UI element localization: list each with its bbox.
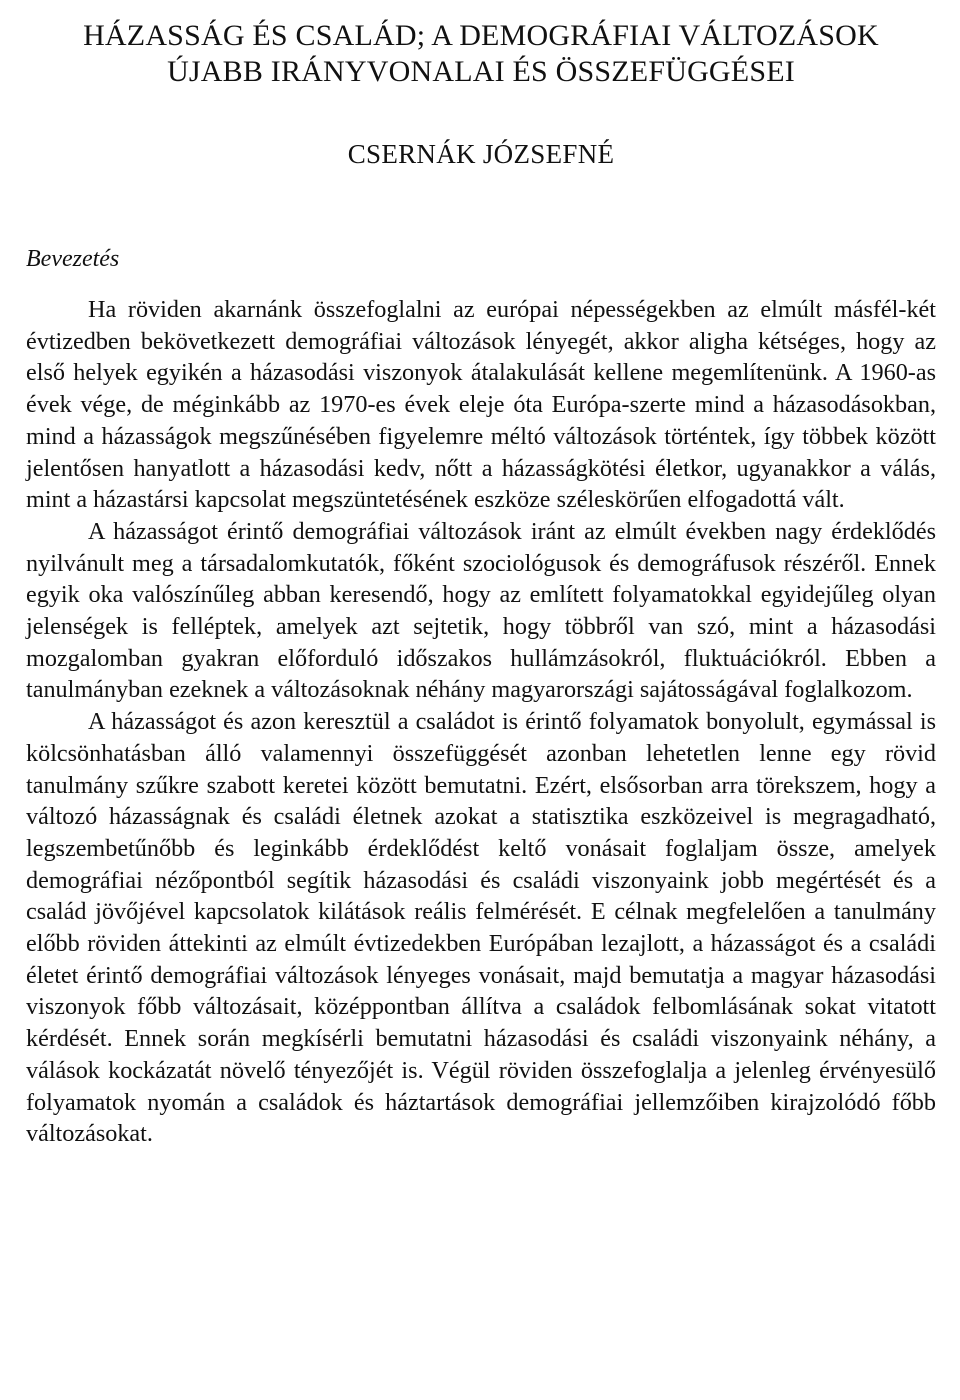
paragraph-2: A házasságot érintő demográfiai változások iránt az elmúlt években nagy érdeklődés nyilvánult meg a társadalomkutatók, főként szociológusok és demográfusok részéről. Ennek egyik oka valószínűleg abban keresendő, hogy az említett folyamatokkal egyidejűleg olyan jelenségek is felléptek, amelyek azt sejtetik, hogy többről van szó, mint a házasodási mozgalomban gyakran előforduló időszakos hullámzásokról, fluktuációkról. Ebben a tanulmányban ezeknek a változásoknak néhány magyarországi sajátosságával foglalkozom. — [26, 517, 936, 704]
paragraph-3: A házasságot és azon keresztül a családot is érintő folyamatok bonyolult, egymással is kölcsönhatásban álló valamennyi összefüggését azonban lehetetlen lenne egy rövid tanulmány szűkre szabott keretei között bemutatni. Ezért, elsősorban arra törekszem, hogy a változó házasságnak és családi életnek azokat a statisztika eszközeivel is megragadható, legszembetűnőbb és leginkább érdeklődést keltő vonásait foglaljam össze, amelyek demográfiai nézőpontból segítik házasodási és családi viszonyaink jobb megértését és a család jövőjével kapcsolatok kilátások reális felmérését. E célnak megfelelően a tanulmány előbb röviden áttekinti az elmúlt évtizedekben Európában lezajlott, a házasságot és a családi életet érintő demográfiai változások lényeges vonásait, majd bemutatja a magyar házasodási viszonyok főbb változásait, középpontban állítva a családok felbomlásának sokat vitatott kérdését. Ennek során megkísérli bemutatni házasodási és családi viszonyaink néhány, a válások kockázatát növelő tényezőjét is. Végül röviden összefoglalja a jelenleg érvényesülő folyamatok nyomán a családok és háztartások demográfiai jellemzőiben kirajzolódó főbb változásokat. — [26, 708, 936, 1148]
author-name: CSERNÁK JÓZSEFNÉ — [347, 139, 615, 169]
article-title-line-1: HÁZASSÁG ÉS CSALÁD; A DEMOGRÁFIAI VÁLTOZÁSOK — [83, 19, 879, 52]
body-text — [26, 294, 936, 1150]
section-heading: Bevezetés — [26, 246, 120, 272]
article-title — [26, 0, 936, 90]
document-page — [26, 0, 936, 1150]
paragraph-1: Ha röviden akarnánk összefoglalni az európai népességekben az elmúlt másfél-két évtizedben bekövetkezett demográfiai változások lényegét, akkor aligha kétséges, hogy az első helyek egyikén a házasodási viszonyok átalakulását kellene megemlítenünk. A 1960-as évek vége, de méginkább az 1970-es évek eleje óta Európa-szerte mind a házasodásokban, mind a házasságok megszűnésében figyelemre méltó változások történtek, így többek között jelentősen hanyatlott a házasodási kedv, nőtt a házasságkötési életkor, ugyanakkor a válás, mint a házastársi kapcsolat megszüntetésének eszköze széleskörűen elfogadottá vált. — [26, 296, 936, 514]
article-title-line-2: ÚJABB IRÁNYVONALAI ÉS ÖSSZEFÜGGÉSEI — [167, 55, 795, 88]
